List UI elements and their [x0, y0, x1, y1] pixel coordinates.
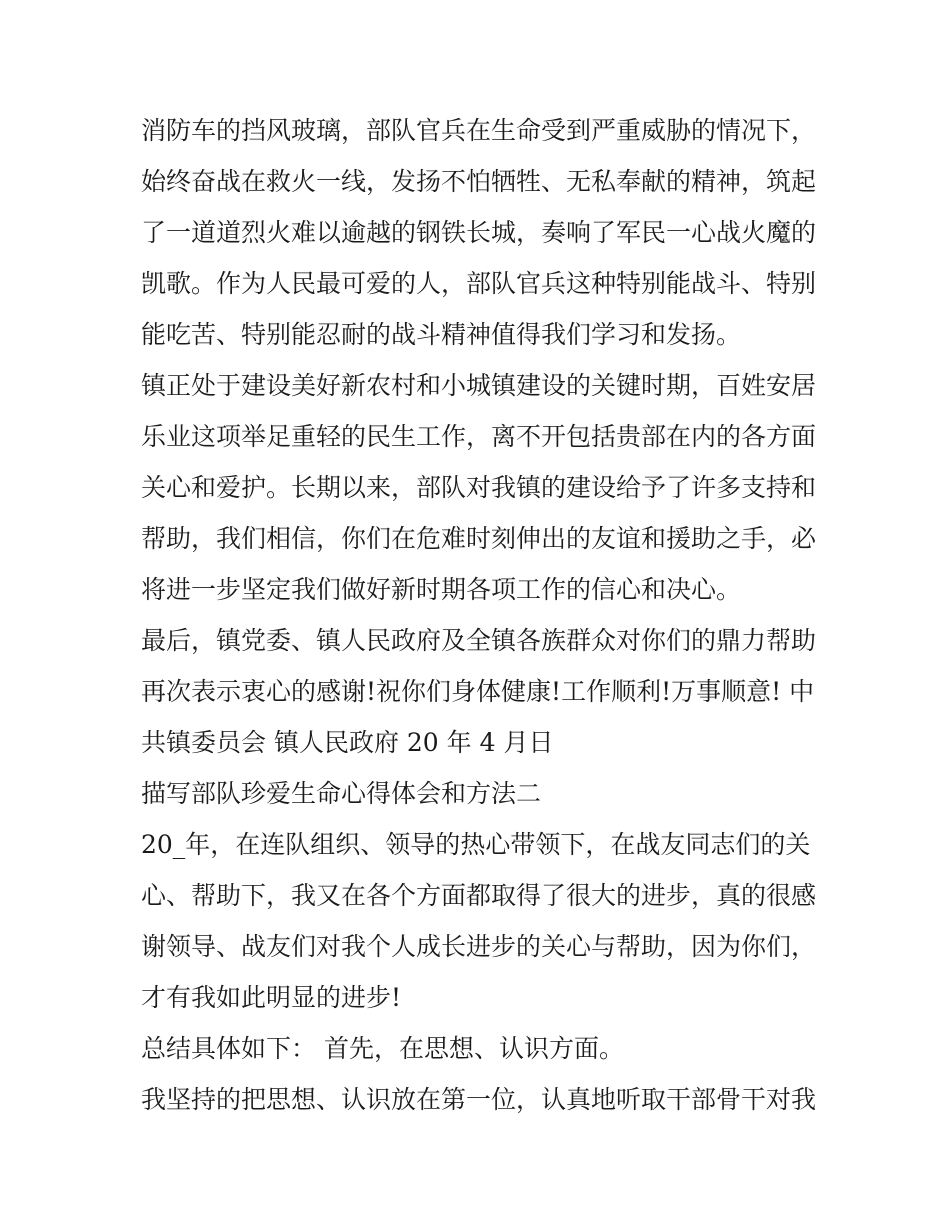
text-line: 才有我如此明显的进步! — [141, 983, 402, 1012]
section-heading: 描写部队珍爱生命心得体会和方法二 — [141, 779, 542, 808]
text-line: 了一道道烈火难以逾越的钢铁长城，奏响了军民一心战火魔的 — [141, 218, 817, 247]
text-line: 帮助，我们相信，你们在危难时刻伸出的友谊和援助之手，必 — [141, 524, 817, 553]
text-line: 谢领导、战友们对我个人成长进步的关心与帮助，因为你们， — [141, 932, 817, 961]
text-line: 再次表示衷心的感谢!祝你们身体健康!工作顺利!万事顺意! 中 — [141, 677, 815, 706]
document-body — [141, 105, 821, 1125]
text-line: 消防车的挡风玻璃，部队官兵在生命受到严重威胁的情况下， — [141, 116, 817, 145]
text-line: 共镇委员会 镇人民政府 20 年 4 月日 — [141, 728, 554, 757]
text-line: 最后，镇党委、镇人民政府及全镇各族群众对你们的鼎力帮助 — [141, 626, 817, 655]
text-line: 乐业这项举足重轻的民生工作，离不开包括贵部在内的各方面 — [141, 422, 817, 451]
text-line: 我坚持的把思想、认识放在第一位，认真地听取干部骨干对我 — [141, 1085, 817, 1114]
text-line: 20_年，在连队组织、领导的热心带领下，在战友同志们的关 — [141, 830, 811, 859]
text-line: 关心和爱护。长期以来，部队对我镇的建设给予了许多支持和 — [141, 473, 817, 502]
text-line: 心、帮助下，我又在各个方面都取得了很大的进步，真的很感 — [141, 881, 817, 910]
text-line: 始终奋战在救火一线，发扬不怕牺牲、无私奉献的精神，筑起 — [141, 167, 817, 196]
text-line: 能吃苦、特别能忍耐的战斗精神值得我们学习和发扬。 — [141, 320, 742, 349]
text-line: 将进一步坚定我们做好新时期各项工作的信心和决心。 — [141, 575, 742, 604]
text-line: 凯歌。作为人民最可爱的人，部队官兵这种特别能战斗、特别 — [141, 269, 817, 298]
text-line: 镇正处于建设美好新农村和小城镇建设的关键时期，百姓安居 — [141, 371, 817, 400]
text-line: 总结具体如下： 首先，在思想、认识方面。 — [141, 1034, 624, 1063]
